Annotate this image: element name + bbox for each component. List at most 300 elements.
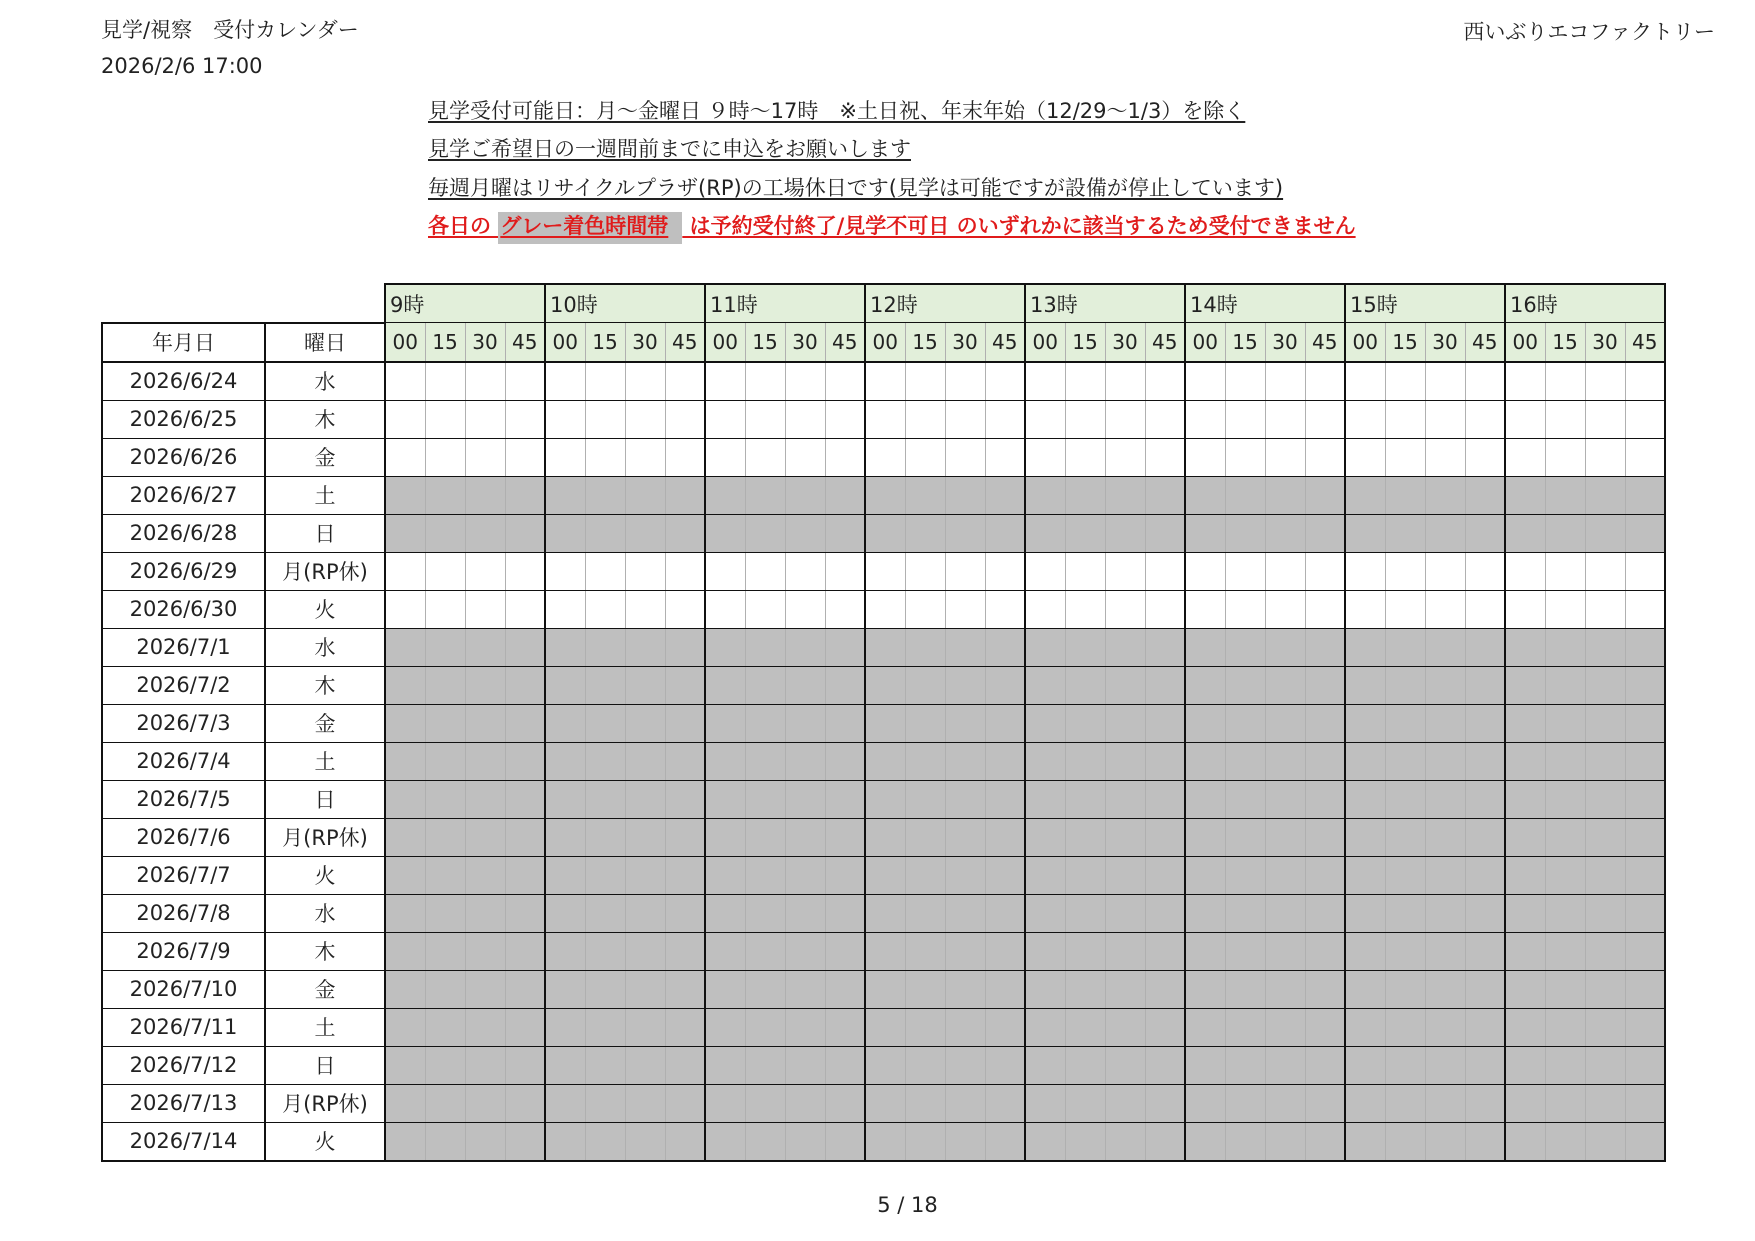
time-slot-unavailable — [865, 970, 905, 1008]
time-slot-unavailable — [1145, 1122, 1185, 1161]
time-slot-unavailable — [1585, 666, 1625, 704]
time-slot-unavailable — [585, 514, 625, 552]
page-title: 見学/視察 受付カレンダー — [101, 18, 359, 42]
time-slot-unavailable — [1065, 780, 1105, 818]
time-slot-available — [745, 362, 785, 401]
time-slot-unavailable — [985, 856, 1025, 894]
time-slot-unavailable — [1025, 514, 1065, 552]
minute-header: 30 — [1425, 323, 1465, 362]
time-slot-unavailable — [1025, 932, 1065, 970]
time-slot-available — [985, 362, 1025, 401]
time-slot-unavailable — [865, 932, 905, 970]
time-slot-unavailable — [505, 780, 545, 818]
time-slot-unavailable — [385, 1122, 425, 1161]
time-slot-available — [665, 438, 705, 476]
time-slot-unavailable — [905, 970, 945, 1008]
time-slot-available — [1265, 400, 1305, 438]
weekday-cell: 木 — [265, 400, 385, 438]
time-slot-available — [1185, 590, 1225, 628]
time-slot-unavailable — [1145, 780, 1185, 818]
time-slot-available — [985, 438, 1025, 476]
calendar-row — [102, 590, 1665, 628]
time-slot-available — [665, 552, 705, 590]
time-slot-available — [1225, 362, 1265, 401]
time-slot-unavailable — [1225, 704, 1265, 742]
time-slot-unavailable — [1305, 704, 1345, 742]
minute-header-row — [102, 323, 1665, 362]
minute-header: 45 — [665, 323, 705, 362]
time-slot-unavailable — [1505, 856, 1545, 894]
time-slot-unavailable — [1345, 742, 1385, 780]
time-slot-unavailable — [1265, 780, 1305, 818]
time-slot-unavailable — [1265, 514, 1305, 552]
calendar-row — [102, 1008, 1665, 1046]
time-slot-unavailable — [1625, 780, 1665, 818]
time-slot-available — [1425, 400, 1465, 438]
calendar-row — [102, 628, 1665, 666]
time-slot-available — [705, 400, 745, 438]
time-slot-unavailable — [585, 932, 625, 970]
time-slot-available — [1305, 552, 1345, 590]
time-slot-available — [625, 552, 665, 590]
time-slot-unavailable — [945, 742, 985, 780]
time-slot-available — [1065, 590, 1105, 628]
time-slot-unavailable — [1505, 1046, 1545, 1084]
time-slot-unavailable — [745, 704, 785, 742]
time-slot-unavailable — [1505, 704, 1545, 742]
time-slot-unavailable — [545, 666, 585, 704]
time-slot-unavailable — [1105, 1122, 1145, 1161]
time-slot-unavailable — [465, 1122, 505, 1161]
time-slot-unavailable — [705, 666, 745, 704]
time-slot-unavailable — [585, 742, 625, 780]
time-slot-available — [545, 552, 585, 590]
time-slot-unavailable — [905, 666, 945, 704]
minute-header: 00 — [1505, 323, 1545, 362]
time-slot-unavailable — [545, 1008, 585, 1046]
time-slot-unavailable — [985, 818, 1025, 856]
minute-header: 00 — [1025, 323, 1065, 362]
time-slot-available — [825, 552, 865, 590]
time-slot-unavailable — [1385, 1084, 1425, 1122]
time-slot-unavailable — [465, 780, 505, 818]
time-slot-unavailable — [905, 742, 945, 780]
time-slot-unavailable — [385, 514, 425, 552]
time-slot-unavailable — [1345, 894, 1385, 932]
time-slot-unavailable — [1465, 894, 1505, 932]
time-slot-unavailable — [1425, 742, 1465, 780]
time-slot-unavailable — [905, 856, 945, 894]
time-slot-unavailable — [545, 1122, 585, 1161]
time-slot-unavailable — [1385, 1046, 1425, 1084]
time-slot-unavailable — [825, 780, 865, 818]
minute-header: 45 — [1465, 323, 1505, 362]
time-slot-unavailable — [1345, 780, 1385, 818]
time-slot-unavailable — [1625, 894, 1665, 932]
time-slot-available — [1465, 400, 1505, 438]
time-slot-unavailable — [1505, 1122, 1545, 1161]
page-number: 5 / 18 — [877, 1193, 938, 1217]
date-cell: 2026/7/6 — [102, 818, 265, 856]
time-slot-unavailable — [785, 818, 825, 856]
time-slot-unavailable — [945, 476, 985, 514]
time-slot-unavailable — [1625, 666, 1665, 704]
time-slot-unavailable — [1265, 1122, 1305, 1161]
time-slot-unavailable — [465, 666, 505, 704]
time-slot-unavailable — [1385, 970, 1425, 1008]
time-slot-available — [1185, 400, 1225, 438]
time-slot-unavailable — [825, 1046, 865, 1084]
time-slot-unavailable — [1265, 856, 1305, 894]
time-slot-available — [1465, 552, 1505, 590]
time-slot-unavailable — [665, 932, 705, 970]
time-slot-available — [1545, 362, 1585, 401]
time-slot-unavailable — [545, 514, 585, 552]
time-slot-available — [1025, 590, 1065, 628]
time-slot-unavailable — [1305, 818, 1345, 856]
time-slot-unavailable — [1345, 1046, 1385, 1084]
time-slot-unavailable — [1625, 818, 1665, 856]
reservation-calendar — [101, 283, 1666, 1162]
time-slot-unavailable — [705, 970, 745, 1008]
time-slot-available — [1385, 438, 1425, 476]
time-slot-unavailable — [1385, 666, 1425, 704]
time-slot-unavailable — [665, 514, 705, 552]
time-slot-unavailable — [1185, 1046, 1225, 1084]
time-slot-unavailable — [625, 704, 665, 742]
time-slot-unavailable — [745, 1046, 785, 1084]
time-slot-unavailable — [1465, 932, 1505, 970]
minute-header: 00 — [705, 323, 745, 362]
time-slot-unavailable — [425, 818, 465, 856]
time-slot-unavailable — [545, 742, 585, 780]
time-slot-available — [1425, 590, 1465, 628]
time-slot-unavailable — [1585, 1084, 1625, 1122]
calendar-row — [102, 476, 1665, 514]
time-slot-available — [425, 590, 465, 628]
date-cell: 2026/7/1 — [102, 628, 265, 666]
time-slot-unavailable — [665, 894, 705, 932]
time-slot-unavailable — [1625, 1084, 1665, 1122]
time-slot-unavailable — [1465, 742, 1505, 780]
time-slot-unavailable — [1065, 970, 1105, 1008]
time-slot-available — [505, 362, 545, 401]
time-slot-unavailable — [1025, 894, 1065, 932]
time-slot-unavailable — [465, 932, 505, 970]
time-slot-available — [705, 590, 745, 628]
time-slot-unavailable — [1225, 818, 1265, 856]
time-slot-unavailable — [1305, 1084, 1345, 1122]
weekday-cell: 土 — [265, 742, 385, 780]
time-slot-unavailable — [1505, 628, 1545, 666]
time-slot-unavailable — [1265, 1008, 1305, 1046]
time-slot-unavailable — [1505, 1084, 1545, 1122]
calendar-row — [102, 400, 1665, 438]
time-slot-unavailable — [945, 704, 985, 742]
time-slot-unavailable — [1545, 742, 1585, 780]
time-slot-unavailable — [1225, 856, 1265, 894]
time-slot-unavailable — [1585, 1008, 1625, 1046]
minute-header: 30 — [1265, 323, 1305, 362]
date-cell: 2026/6/25 — [102, 400, 265, 438]
time-slot-unavailable — [1025, 780, 1065, 818]
time-slot-unavailable — [1585, 932, 1625, 970]
time-slot-unavailable — [1505, 742, 1545, 780]
time-slot-unavailable — [745, 894, 785, 932]
time-slot-unavailable — [905, 1008, 945, 1046]
time-slot-unavailable — [705, 894, 745, 932]
time-slot-unavailable — [985, 742, 1025, 780]
time-slot-unavailable — [1105, 1084, 1145, 1122]
weekday-cell: 日 — [265, 780, 385, 818]
minute-header: 30 — [1585, 323, 1625, 362]
time-slot-unavailable — [465, 970, 505, 1008]
time-slot-unavailable — [1305, 1046, 1345, 1084]
warning-highlight: グレー着色時間帯 — [498, 212, 682, 244]
time-slot-unavailable — [425, 476, 465, 514]
time-slot-unavailable — [1305, 628, 1345, 666]
time-slot-unavailable — [1545, 818, 1585, 856]
date-cell: 2026/7/7 — [102, 856, 265, 894]
time-slot-unavailable — [1265, 628, 1305, 666]
hour-header: 16時 — [1505, 284, 1665, 323]
time-slot-unavailable — [825, 932, 865, 970]
time-slot-unavailable — [1065, 894, 1105, 932]
time-slot-unavailable — [745, 932, 785, 970]
time-slot-available — [1425, 438, 1465, 476]
time-slot-unavailable — [625, 1084, 665, 1122]
time-slot-unavailable — [785, 894, 825, 932]
time-slot-available — [1625, 590, 1665, 628]
time-slot-unavailable — [625, 742, 665, 780]
time-slot-unavailable — [705, 628, 745, 666]
time-slot-available — [1585, 362, 1625, 401]
time-slot-available — [1305, 590, 1345, 628]
warning-message — [428, 210, 1356, 240]
time-slot-available — [1145, 590, 1185, 628]
time-slot-unavailable — [665, 1122, 705, 1161]
time-slot-unavailable — [705, 818, 745, 856]
time-slot-unavailable — [1545, 856, 1585, 894]
time-slot-unavailable — [625, 1122, 665, 1161]
time-slot-unavailable — [785, 628, 825, 666]
time-slot-unavailable — [1425, 1084, 1465, 1122]
time-slot-unavailable — [1625, 970, 1665, 1008]
time-slot-available — [1345, 438, 1385, 476]
time-slot-unavailable — [905, 628, 945, 666]
time-slot-unavailable — [785, 514, 825, 552]
time-slot-unavailable — [1105, 742, 1145, 780]
time-slot-unavailable — [1465, 856, 1505, 894]
time-slot-available — [905, 590, 945, 628]
time-slot-unavailable — [1145, 970, 1185, 1008]
time-slot-unavailable — [1465, 1084, 1505, 1122]
time-slot-unavailable — [1145, 628, 1185, 666]
time-slot-unavailable — [1225, 780, 1265, 818]
time-slot-unavailable — [1345, 1084, 1385, 1122]
weekday-cell: 金 — [265, 970, 385, 1008]
time-slot-unavailable — [1545, 628, 1585, 666]
time-slot-available — [1025, 552, 1065, 590]
time-slot-unavailable — [465, 1008, 505, 1046]
time-slot-unavailable — [1545, 894, 1585, 932]
time-slot-unavailable — [905, 1046, 945, 1084]
time-slot-unavailable — [785, 704, 825, 742]
time-slot-available — [745, 400, 785, 438]
time-slot-unavailable — [705, 1046, 745, 1084]
weekday-cell: 水 — [265, 628, 385, 666]
time-slot-available — [625, 400, 665, 438]
time-slot-available — [1145, 362, 1185, 401]
time-slot-unavailable — [625, 1008, 665, 1046]
time-slot-available — [705, 552, 745, 590]
time-slot-unavailable — [985, 1046, 1025, 1084]
time-slot-unavailable — [1065, 1008, 1105, 1046]
time-slot-unavailable — [1505, 894, 1545, 932]
minute-header: 45 — [1305, 323, 1345, 362]
time-slot-unavailable — [865, 476, 905, 514]
time-slot-unavailable — [1105, 704, 1145, 742]
time-slot-available — [705, 438, 745, 476]
time-slot-available — [985, 552, 1025, 590]
time-slot-available — [1225, 438, 1265, 476]
time-slot-unavailable — [1065, 742, 1105, 780]
time-slot-unavailable — [425, 932, 465, 970]
minute-header: 15 — [425, 323, 465, 362]
time-slot-available — [785, 552, 825, 590]
time-slot-unavailable — [1025, 742, 1065, 780]
time-slot-unavailable — [1585, 742, 1625, 780]
time-slot-available — [385, 552, 425, 590]
time-slot-unavailable — [425, 704, 465, 742]
time-slot-available — [625, 362, 665, 401]
time-slot-unavailable — [825, 514, 865, 552]
time-slot-unavailable — [425, 628, 465, 666]
hour-header: 11時 — [705, 284, 865, 323]
time-slot-unavailable — [1505, 666, 1545, 704]
time-slot-unavailable — [1145, 666, 1185, 704]
time-slot-unavailable — [1225, 476, 1265, 514]
time-slot-unavailable — [1185, 666, 1225, 704]
minute-header: 30 — [945, 323, 985, 362]
time-slot-available — [625, 590, 665, 628]
time-slot-available — [665, 362, 705, 401]
time-slot-unavailable — [1105, 856, 1145, 894]
time-slot-unavailable — [1425, 1008, 1465, 1046]
time-slot-available — [1225, 400, 1265, 438]
time-slot-available — [1385, 590, 1425, 628]
time-slot-unavailable — [585, 1122, 625, 1161]
time-slot-unavailable — [1385, 1008, 1425, 1046]
time-slot-unavailable — [1065, 628, 1105, 666]
time-slot-available — [1305, 438, 1345, 476]
weekday-cell: 月(RP休) — [265, 818, 385, 856]
time-slot-unavailable — [1185, 476, 1225, 514]
weekday-cell: 金 — [265, 704, 385, 742]
time-slot-unavailable — [1465, 1008, 1505, 1046]
time-slot-unavailable — [1265, 1046, 1305, 1084]
time-slot-available — [585, 400, 625, 438]
time-slot-available — [945, 438, 985, 476]
time-slot-available — [865, 438, 905, 476]
time-slot-unavailable — [1225, 894, 1265, 932]
time-slot-unavailable — [985, 894, 1025, 932]
time-slot-unavailable — [465, 1084, 505, 1122]
time-slot-unavailable — [1585, 856, 1625, 894]
time-slot-available — [425, 362, 465, 401]
time-slot-available — [545, 362, 585, 401]
calendar-row — [102, 362, 1665, 401]
time-slot-unavailable — [865, 780, 905, 818]
time-slot-unavailable — [465, 1046, 505, 1084]
time-slot-unavailable — [865, 742, 905, 780]
time-slot-unavailable — [385, 1084, 425, 1122]
calendar-row — [102, 704, 1665, 742]
time-slot-unavailable — [385, 704, 425, 742]
time-slot-unavailable — [785, 1008, 825, 1046]
time-slot-unavailable — [385, 476, 425, 514]
time-slot-unavailable — [1385, 856, 1425, 894]
time-slot-unavailable — [425, 1084, 465, 1122]
time-slot-available — [465, 362, 505, 401]
time-slot-available — [1065, 400, 1105, 438]
time-slot-unavailable — [745, 742, 785, 780]
time-slot-unavailable — [1025, 856, 1065, 894]
time-slot-unavailable — [585, 1046, 625, 1084]
time-slot-unavailable — [585, 780, 625, 818]
time-slot-unavailable — [625, 780, 665, 818]
time-slot-unavailable — [865, 666, 905, 704]
time-slot-unavailable — [1625, 514, 1665, 552]
time-slot-unavailable — [785, 1122, 825, 1161]
hour-header: 13時 — [1025, 284, 1185, 323]
time-slot-available — [705, 362, 745, 401]
time-slot-unavailable — [705, 704, 745, 742]
minute-header: 45 — [985, 323, 1025, 362]
time-slot-unavailable — [1265, 704, 1305, 742]
time-slot-unavailable — [985, 932, 1025, 970]
time-slot-available — [945, 400, 985, 438]
time-slot-available — [785, 590, 825, 628]
calendar-row — [102, 742, 1665, 780]
time-slot-unavailable — [1265, 742, 1305, 780]
time-slot-unavailable — [745, 1084, 785, 1122]
time-slot-available — [425, 552, 465, 590]
time-slot-unavailable — [545, 894, 585, 932]
time-slot-available — [1625, 552, 1665, 590]
time-slot-unavailable — [425, 514, 465, 552]
time-slot-unavailable — [385, 1008, 425, 1046]
time-slot-unavailable — [1025, 970, 1065, 1008]
time-slot-unavailable — [1425, 704, 1465, 742]
time-slot-available — [905, 552, 945, 590]
weekday-cell: 土 — [265, 476, 385, 514]
time-slot-unavailable — [1585, 818, 1625, 856]
minute-header: 45 — [1625, 323, 1665, 362]
time-slot-unavailable — [1225, 1046, 1265, 1084]
time-slot-unavailable — [945, 1122, 985, 1161]
time-slot-unavailable — [1385, 628, 1425, 666]
time-slot-available — [785, 400, 825, 438]
weekday-cell: 日 — [265, 514, 385, 552]
time-slot-unavailable — [1585, 514, 1625, 552]
time-slot-unavailable — [905, 704, 945, 742]
time-slot-unavailable — [665, 1008, 705, 1046]
time-slot-unavailable — [1585, 476, 1625, 514]
time-slot-unavailable — [985, 514, 1025, 552]
time-slot-unavailable — [825, 704, 865, 742]
time-slot-unavailable — [1265, 1084, 1305, 1122]
